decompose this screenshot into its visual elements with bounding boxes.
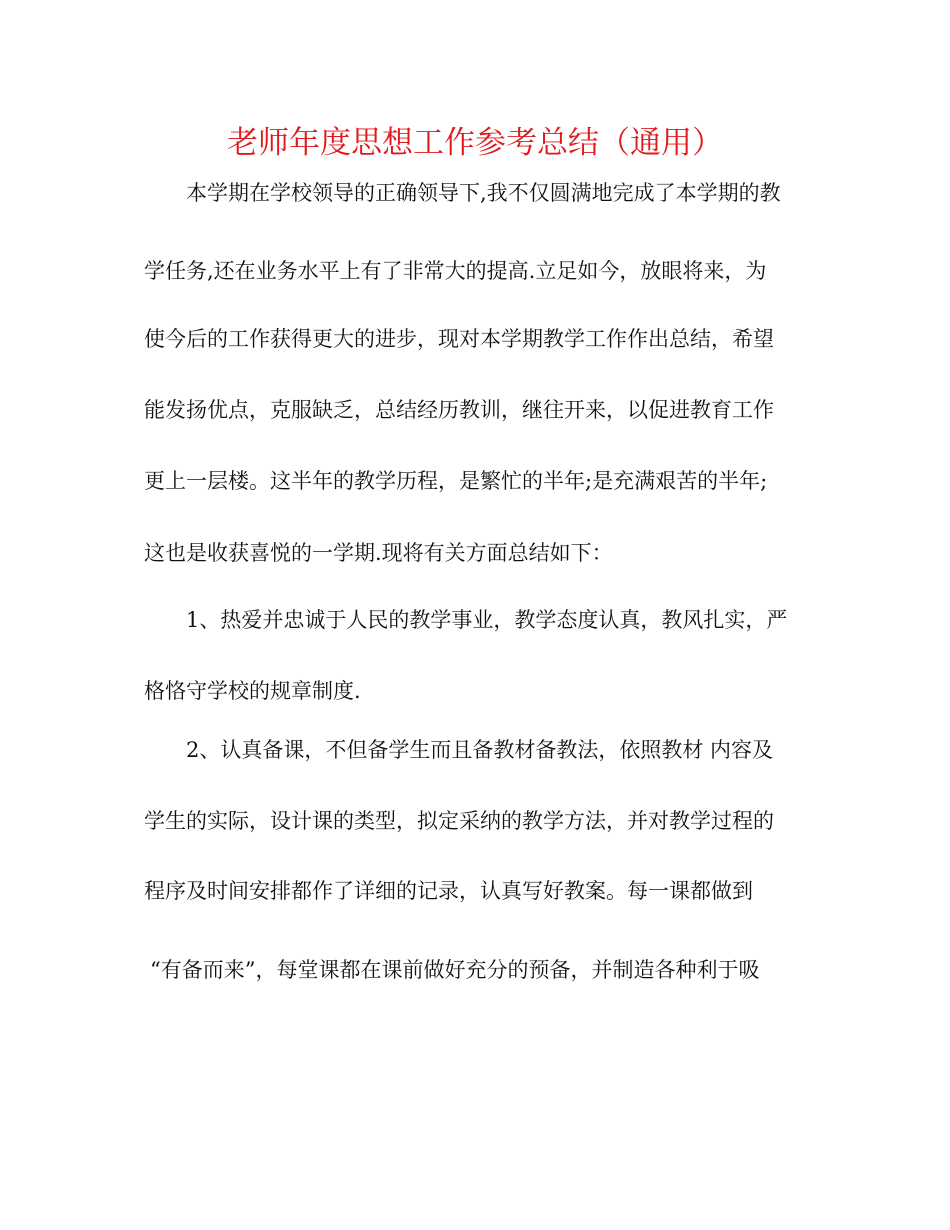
paragraph-line-11: 程序及时间安排都作了详细的记录，认真写好教案。每一课都做到: [144, 879, 753, 903]
paragraph-line-5: 更上一层楼。这半年的教学历程，是繁忙的半年;是充满艰苦的半年;: [144, 469, 768, 493]
paragraph-line-9: 2、认真备课，不但备学生而且备教材备教法，依照教材 内容及: [186, 738, 774, 762]
paragraph-line-8: 格恪守学校的规章制度.: [144, 679, 361, 703]
paragraph-line-10: 学生的实际，设计课的类型，拟定采纳的教学方法，并对教学过程的: [144, 809, 774, 833]
paragraph-line-6: 这也是收获喜悦的一学期.现将有关方面总结如下：: [144, 541, 613, 565]
paragraph-line-7: 1、热爱并忠诚于人民的教学事业，教学态度认真，教风扎实，严: [186, 608, 788, 632]
paragraph-line-4: 能发扬优点，克服缺乏，总结经历教训，继往开来，以促进教育工作: [144, 398, 774, 422]
paragraph-line-1: 本学期在学校领导的正确领导下,我不仅圆满地完成了本学期的教: [186, 181, 781, 205]
paragraph-line-2: 学任务,还在业务水平上有了非常大的提高.立足如今，放眼将来，为: [144, 259, 767, 283]
paragraph-line-3: 使今后的工作获得更大的进步，现对本学期教学工作作出总结，希望: [144, 327, 774, 351]
paragraph-line-12: “有备而来”，每堂课都在课前做好充分的预备，并制造各种利于吸: [150, 958, 760, 982]
document-title: 老师年度思想工作参考总结（通用）: [227, 125, 723, 161]
